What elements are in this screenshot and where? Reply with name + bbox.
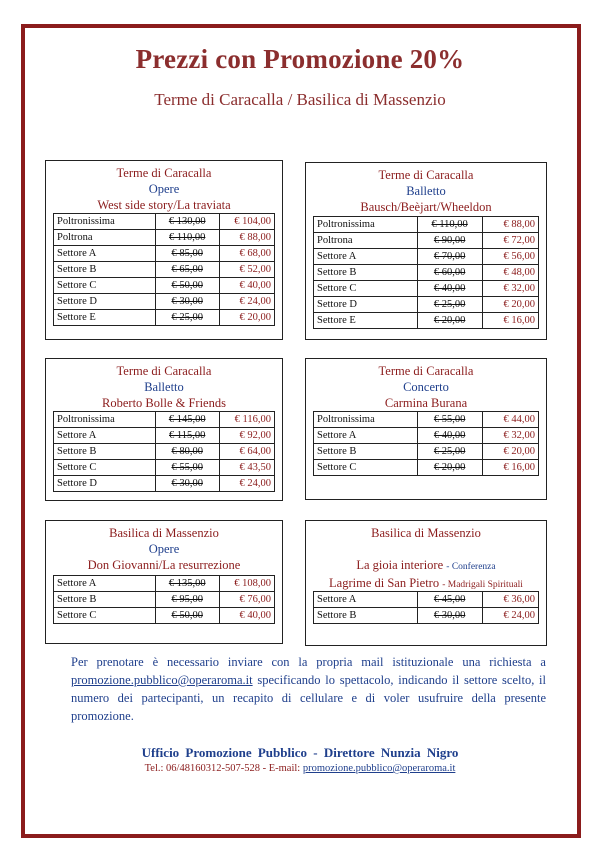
discount-price: € 43,50 (219, 460, 274, 476)
discount-price: € 88,00 (482, 217, 538, 233)
price-row (54, 428, 275, 444)
price-row (314, 297, 539, 313)
card-venue: Basilica di Massenzio (109, 526, 219, 540)
full-price: € 20,00 (417, 460, 482, 476)
booking-note-text-2: specificando lo spettacolo, indicando il settore scelto, il numero dei partecipanti, un recapito di cellulare e di voler usufruire della presente promozione. (71, 673, 547, 723)
full-price: € 130,00 (155, 214, 219, 230)
full-price: € 65,00 (155, 262, 219, 278)
sector-name: Settore A (314, 249, 418, 265)
price-row (314, 249, 539, 265)
full-price: € 25,00 (155, 310, 219, 326)
price-row (314, 265, 539, 281)
discount-price: € 20,00 (219, 310, 274, 326)
sector-name: Settore A (54, 246, 156, 262)
price-row (54, 592, 275, 608)
contact-phone: Tel.: 06/48160312-507-528 - E-mail: (144, 763, 301, 774)
card-genre: Opere (148, 182, 180, 196)
full-price: € 135,00 (155, 576, 219, 592)
discount-price: € 32,00 (482, 428, 538, 444)
sector-name: Settore B (314, 608, 418, 624)
card-show: Don Giovanni/La resurrezione (87, 558, 241, 572)
price-table (313, 591, 539, 624)
sector-name: Poltronissima (314, 217, 418, 233)
discount-price: € 20,00 (482, 444, 538, 460)
sector-name: Settore C (314, 460, 418, 476)
full-price: € 60,00 (417, 265, 482, 281)
discount-price: € 72,00 (482, 233, 538, 249)
price-table (313, 216, 539, 329)
sector-name: Settore B (54, 262, 156, 278)
price-row (54, 278, 275, 294)
price-row (314, 428, 539, 444)
price-row (54, 230, 275, 246)
card-show: West side story/La traviata (97, 198, 231, 212)
office-signature: Ufficio Promozione Pubblico - Direttore Nunzia Nigro (141, 745, 459, 760)
sector-name: Settore B (314, 265, 418, 281)
price-row (54, 412, 275, 428)
sector-name: Settore C (54, 608, 156, 624)
discount-price: € 108,00 (219, 576, 274, 592)
price-row (54, 576, 275, 592)
card-genre: Balletto (406, 184, 446, 198)
price-row (54, 262, 275, 278)
full-price: € 55,00 (155, 460, 219, 476)
contact-line (0, 763, 600, 774)
page-subtitle: Terme di Caracalla / Basilica di Massenzio (154, 90, 446, 109)
price-card-caracalla-concerto (305, 358, 547, 500)
card-show-2-type: - Madrigali Spirituali (442, 580, 523, 590)
price-row (54, 310, 275, 326)
full-price: € 90,00 (417, 233, 482, 249)
discount-price: € 104,00 (219, 214, 274, 230)
card-venue: Terme di Caracalla (378, 364, 474, 378)
sector-name: Poltrona (314, 233, 418, 249)
price-row (54, 460, 275, 476)
sector-name: Settore C (54, 278, 156, 294)
sector-name: Settore C (54, 460, 156, 476)
sector-name: Settore B (54, 592, 156, 608)
full-price: € 40,00 (417, 428, 482, 444)
discount-price: € 36,00 (482, 592, 538, 608)
card-venue: Basilica di Massenzio (371, 526, 481, 540)
discount-price: € 116,00 (219, 412, 274, 428)
full-price: € 110,00 (155, 230, 219, 246)
card-venue: Terme di Caracalla (378, 168, 474, 182)
full-price: € 50,00 (155, 608, 219, 624)
sector-name: Poltronissima (314, 412, 418, 428)
discount-price: € 92,00 (219, 428, 274, 444)
sector-name: Settore A (314, 428, 418, 444)
discount-price: € 88,00 (219, 230, 274, 246)
full-price: € 30,00 (155, 476, 219, 492)
price-card-caracalla-opere (45, 160, 283, 340)
discount-price: € 24,00 (219, 476, 274, 492)
full-price: € 95,00 (155, 592, 219, 608)
card-show-1-type: - Conferenza (446, 562, 496, 572)
full-price: € 70,00 (417, 249, 482, 265)
full-price: € 80,00 (155, 444, 219, 460)
discount-price: € 16,00 (482, 313, 538, 329)
card-venue: Terme di Caracalla (116, 166, 212, 180)
card-show-1-title: La gioia interiore (356, 558, 444, 572)
page-title: Prezzi con Promozione 20% (135, 44, 465, 74)
price-card-massenzio-opere (45, 520, 283, 644)
discount-price: € 40,00 (219, 278, 274, 294)
full-price: € 145,00 (155, 412, 219, 428)
discount-price: € 68,00 (219, 246, 274, 262)
price-row (314, 313, 539, 329)
card-venue: Terme di Caracalla (116, 364, 212, 378)
full-price: € 40,00 (417, 281, 482, 297)
discount-price: € 56,00 (482, 249, 538, 265)
price-row (54, 476, 275, 492)
card-genre: Concerto (403, 380, 449, 394)
full-price: € 25,00 (417, 444, 482, 460)
price-row (314, 592, 539, 608)
discount-price: € 16,00 (482, 460, 538, 476)
card-show-2-title: Lagrime di San Pietro (329, 576, 440, 590)
full-price: € 20,00 (417, 313, 482, 329)
sector-name: Settore D (54, 294, 156, 310)
discount-price: € 40,00 (219, 608, 274, 624)
card-show: Roberto Bolle & Friends (102, 396, 226, 410)
full-price: € 25,00 (417, 297, 482, 313)
booking-note (71, 653, 546, 725)
discount-price: € 64,00 (219, 444, 274, 460)
sector-name: Settore A (54, 576, 156, 592)
contact-email-link[interactable]: promozione.pubblico@operaroma.it (302, 763, 456, 774)
price-row (54, 246, 275, 262)
price-row (314, 608, 539, 624)
full-price: € 55,00 (417, 412, 482, 428)
card-show-1 (306, 557, 546, 575)
sector-name: Settore C (314, 281, 418, 297)
sector-name: Poltrona (54, 230, 156, 246)
sector-name: Settore D (314, 297, 418, 313)
discount-price: € 24,00 (219, 294, 274, 310)
sector-name: Poltronissima (54, 214, 156, 230)
price-row (314, 412, 539, 428)
price-row (314, 233, 539, 249)
full-price: € 85,00 (155, 246, 219, 262)
card-genre: Opere (148, 542, 180, 556)
price-table (53, 213, 275, 326)
discount-price: € 24,00 (482, 608, 538, 624)
price-row (54, 294, 275, 310)
full-price: € 115,00 (155, 428, 219, 444)
sector-name: Settore B (54, 444, 156, 460)
discount-price: € 32,00 (482, 281, 538, 297)
price-card-massenzio-events (305, 520, 547, 646)
discount-price: € 52,00 (219, 262, 274, 278)
booking-email-link[interactable]: promozione.pubblico@operaroma.it (71, 673, 253, 687)
sector-name: Poltronissima (54, 412, 156, 428)
booking-note-text-1: Per prenotare è necessario inviare con la propria mail istituzionale una richiesta a (71, 655, 546, 669)
full-price: € 30,00 (155, 294, 219, 310)
sector-name: Settore A (54, 428, 156, 444)
price-table (53, 575, 275, 624)
price-row (314, 217, 539, 233)
price-row (54, 214, 275, 230)
full-price: € 30,00 (417, 608, 482, 624)
discount-price: € 20,00 (482, 297, 538, 313)
sector-name: Settore A (314, 592, 418, 608)
price-row (314, 460, 539, 476)
sector-name: Settore B (314, 444, 418, 460)
price-card-caracalla-balletto-bolle (45, 358, 283, 501)
sector-name: Settore E (314, 313, 418, 329)
price-table (313, 411, 539, 476)
sector-name: Settore D (54, 476, 156, 492)
card-show: Bausch/Beèjart/Wheeldon (360, 200, 492, 214)
price-row (54, 608, 275, 624)
price-row (314, 444, 539, 460)
discount-price: € 48,00 (482, 265, 538, 281)
discount-price: € 76,00 (219, 592, 274, 608)
price-row (314, 281, 539, 297)
full-price: € 50,00 (155, 278, 219, 294)
card-genre: Balletto (144, 380, 184, 394)
sector-name: Settore E (54, 310, 156, 326)
full-price: € 110,00 (417, 217, 482, 233)
price-card-caracalla-balletto-bausch (305, 162, 547, 340)
full-price: € 45,00 (417, 592, 482, 608)
card-show: Carmina Burana (384, 396, 468, 410)
price-table (53, 411, 275, 492)
discount-price: € 44,00 (482, 412, 538, 428)
price-row (54, 444, 275, 460)
